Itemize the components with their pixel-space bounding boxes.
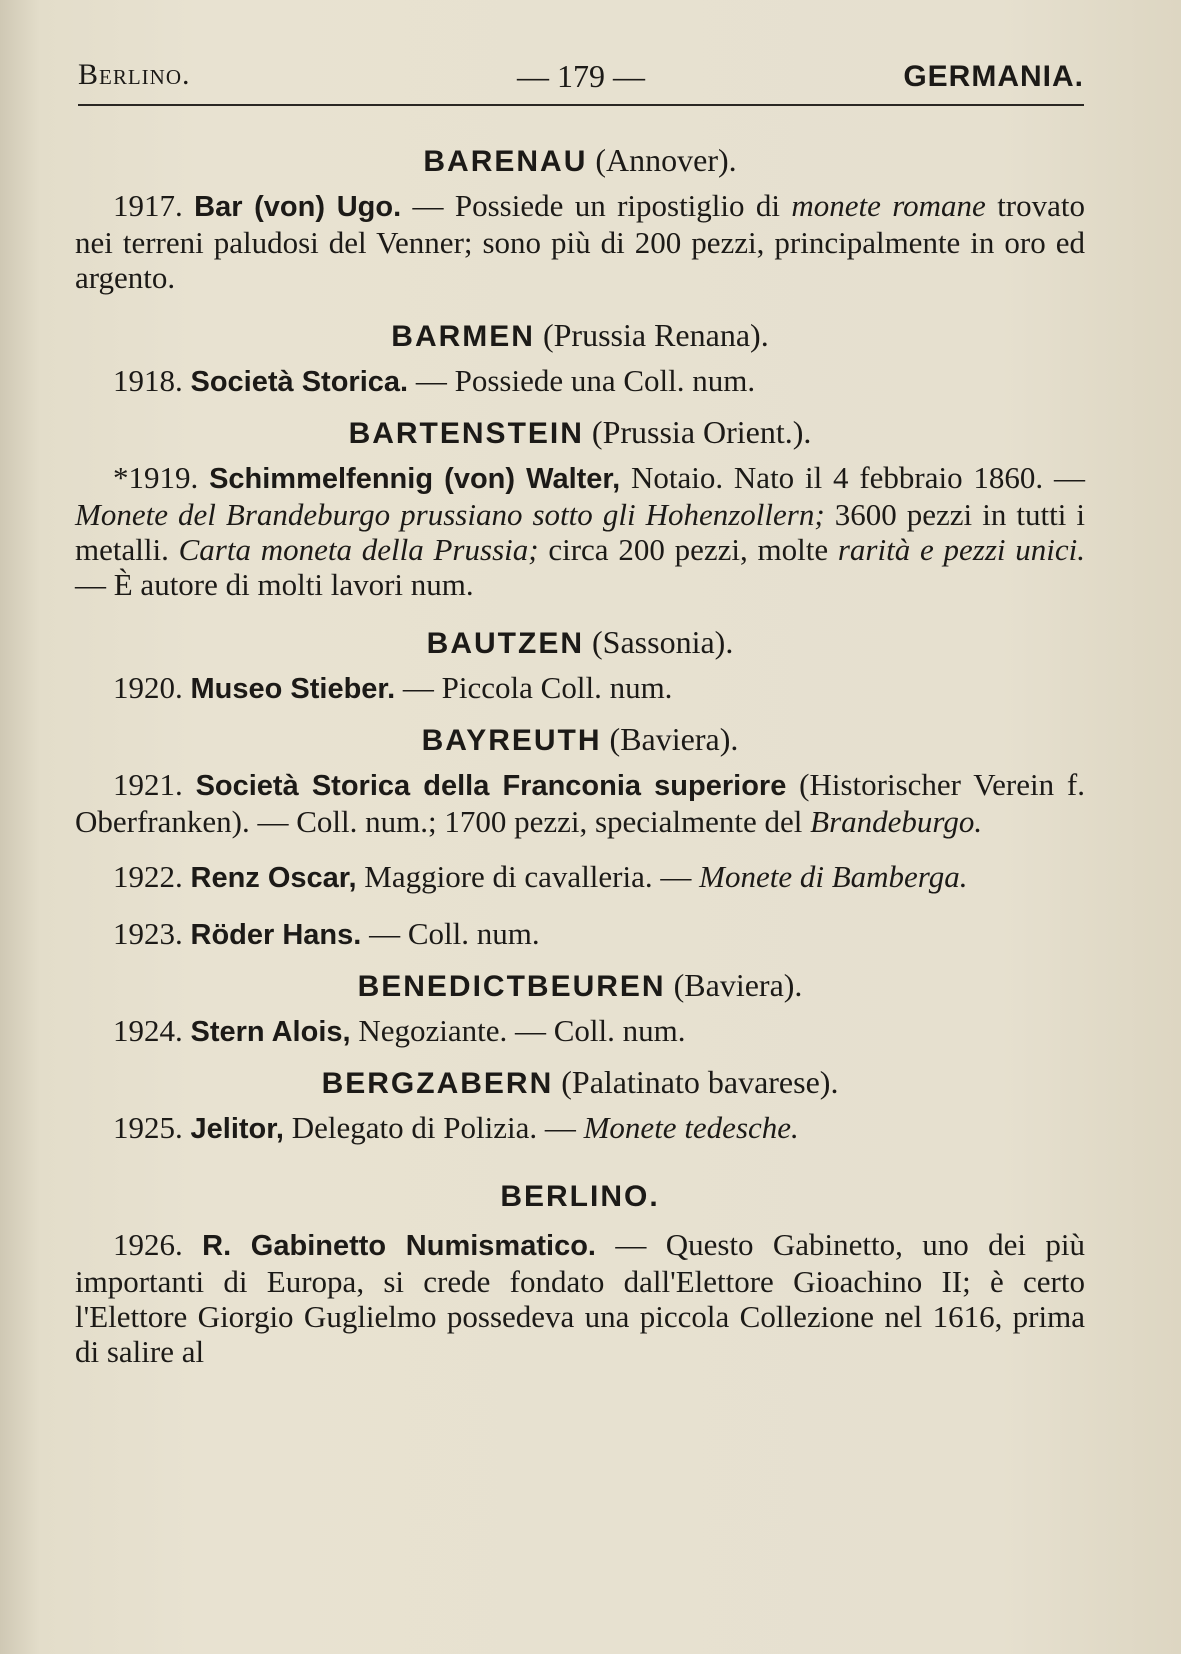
entry-text: — Possiede una Coll. num. xyxy=(408,363,756,398)
place-heading xyxy=(75,965,1085,1007)
entry-number: 1925. xyxy=(113,1110,183,1145)
entry-name: Bar (von) Ugo. xyxy=(194,191,402,223)
place-region: (Annover). xyxy=(595,142,737,178)
place-region: (Palatinato bavarese). xyxy=(561,1064,839,1100)
place-heading xyxy=(75,1062,1085,1104)
place-name: BARENAU xyxy=(423,145,588,178)
place-name: BAYREUTH xyxy=(421,724,602,757)
entry-text: trovato nei terreni paludosi del Venner; sono più di 200 pezzi, principalmente in oro ed argento. xyxy=(75,188,1085,295)
entry-name: Museo Stieber. xyxy=(190,673,396,705)
entry-text: — Piccola Coll. num. xyxy=(395,670,673,705)
place-region: (Sassonia). xyxy=(592,624,734,660)
entry-italic: Brandeburgo. xyxy=(810,804,983,839)
place-name: BERLINO. xyxy=(500,1180,660,1213)
entry xyxy=(75,1227,1085,1369)
entry-name: Stern Alois, xyxy=(190,1016,351,1048)
entry xyxy=(75,1110,1085,1147)
place-region: (Baviera). xyxy=(609,721,739,757)
entry-number: 1923. xyxy=(113,916,183,951)
entry-text: (Historischer Verein f. Oberfranken). — Coll. num.; 1700 pezzi, specialmente del xyxy=(75,767,1086,839)
entry xyxy=(75,670,1085,707)
entry-italic: Monete del Brandeburgo prussiano sotto gli Hohenzollern; xyxy=(75,497,825,532)
place-name: BAUTZEN xyxy=(426,627,584,660)
page-header xyxy=(78,56,1084,96)
entry-number: 1922. xyxy=(113,859,183,894)
running-head-left: Berlino. xyxy=(78,58,191,91)
entry-text: — È autore di molti lavori num. xyxy=(75,567,474,602)
place-name: BENEDICTBEUREN xyxy=(357,970,666,1003)
entry-name: Schimmelfennig (von) Walter, xyxy=(209,463,621,495)
place-name: BARTENSTEIN xyxy=(348,417,584,450)
entry xyxy=(75,188,1085,295)
entry-text: circa 200 pezzi, molte xyxy=(538,532,838,567)
entry-number: 1920. xyxy=(113,670,183,705)
entry-number: 1921. xyxy=(113,767,183,802)
entry-name: Renz Oscar, xyxy=(190,862,357,894)
entry-italic: Monete di Bamberga. xyxy=(699,859,968,894)
place-heading xyxy=(75,412,1085,454)
entry-italic: monete romane xyxy=(791,188,986,223)
entry-italic: Carta moneta della Prussia; xyxy=(178,532,539,567)
entry xyxy=(75,859,1085,896)
place-name: BERGZABERN xyxy=(321,1067,554,1100)
place-name: BARMEN xyxy=(391,320,535,353)
running-head-right: GERMANIA. xyxy=(903,60,1084,93)
page-body xyxy=(75,140,1085,1389)
header-rule xyxy=(78,104,1084,106)
entry-text: — Coll. num. xyxy=(361,916,540,951)
place-heading xyxy=(75,315,1085,357)
entry xyxy=(75,363,1085,400)
entry-name: Röder Hans. xyxy=(190,919,362,951)
entry-text: — Possiede un ripostiglio di xyxy=(401,188,792,223)
entry xyxy=(75,1013,1085,1050)
entry-name: R. Gabinetto Numismatico. xyxy=(202,1230,596,1262)
entry-text: Notaio. Nato il 4 febbraio 1860. — xyxy=(620,460,1085,495)
entry-text: Maggiore di cavalleria. — xyxy=(356,859,700,894)
page-number: — 179 — xyxy=(517,58,645,94)
entry-name: Società Storica. xyxy=(190,366,409,398)
entry-text: 3600 pezzi in tutti i metalli. xyxy=(75,497,1085,567)
place-region: (Prussia Orient.). xyxy=(591,414,812,450)
entry-text: Negoziante. — Coll. num. xyxy=(350,1013,686,1048)
entry-name: Società Storica della Franconia superiore xyxy=(195,770,787,802)
entry xyxy=(75,767,1085,839)
entry-number: 1926. xyxy=(113,1227,183,1262)
place-heading xyxy=(75,622,1085,664)
entry-number: *1919. xyxy=(113,460,199,495)
place-heading xyxy=(75,1175,1085,1217)
entry xyxy=(75,460,1085,602)
entry-number: 1918. xyxy=(113,363,183,398)
place-region: (Prussia Renana). xyxy=(542,317,769,353)
entry xyxy=(75,916,1085,953)
place-heading xyxy=(75,140,1085,182)
entry-italic: rarità e pezzi unici. xyxy=(837,532,1086,567)
entry-name: Jelitor, xyxy=(190,1113,284,1145)
place-region: (Baviera). xyxy=(673,967,803,1003)
entry-text: Delegato di Polizia. — xyxy=(284,1110,584,1145)
entry-number: 1917. xyxy=(113,188,183,223)
place-heading xyxy=(75,719,1085,761)
entry-text: — Questo Gabinetto, uno dei più importanti di Europa, si crede fondato dall'Elettore Gioachino II; è certo l'Elettore Giorgio Guglielmo possedeva una piccola Collezione nel 1616, prima di salire al xyxy=(75,1227,1085,1369)
entry-italic: Monete tedesche. xyxy=(583,1110,799,1145)
entry-number: 1924. xyxy=(113,1013,183,1048)
